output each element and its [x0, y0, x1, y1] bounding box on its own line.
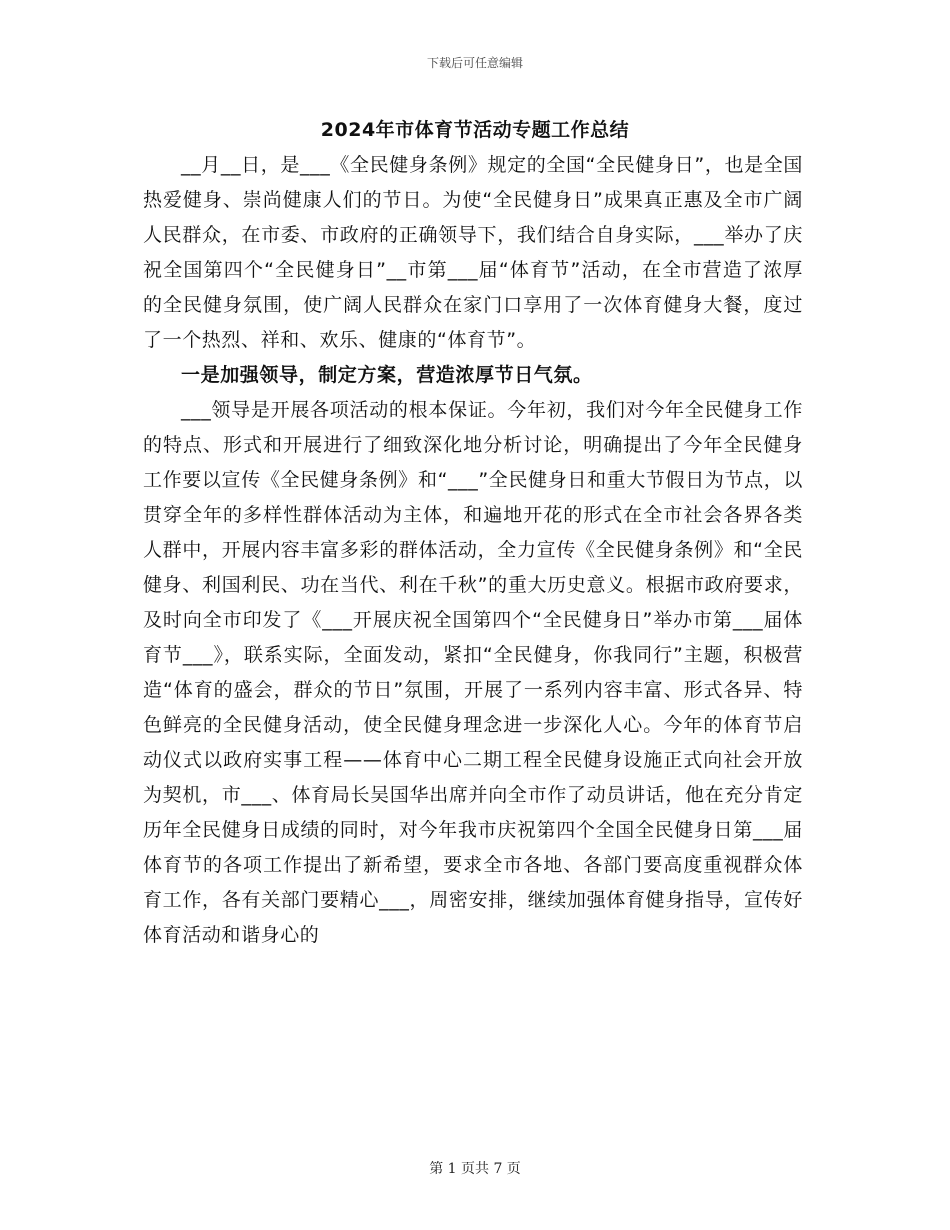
- page-header-note: 下载后可任意编辑: [426, 56, 523, 70]
- page-number: 第 1 页共 7 页: [429, 1161, 521, 1177]
- section-heading: 一是加强领导，制定方案，营造浓厚节日气氛。: [181, 364, 593, 386]
- document-title: 2024年市体育节活动专题工作总结: [320, 119, 630, 141]
- paragraph-leadership: ___领导是开展各项活动的根本保证。今年初，我们对今年全民健身工作的特点、形式和开展进行了细致深化地分析讨论，明确提出了今年全民健身工作要以宣传《全民健身条例》和“___”全民健身日和重大节假日为节点，以贯穿全年的多样性群体活动为主体，和遍地开花的形式在全市社会各界各类人群中，开展内容丰富多彩的群体活动，全力宣传《全民健身条例》和“全民健身、利国利民、功在当代、利在千秋”的重大历史意义。根据市政府要求，及时向全市印发了《___开展庆祝全国第四个“全民健身日”举办市第___届体育节___》，联系实际，全面发动，紧扣“全民健身，你我同行”主题，积极营造“体育的盛会，群众的节日”氛围，开展了一系列内容丰富、形式各异、特色鲜亮的全民健身活动，使全民健身理念进一步深化人心。今年的体育节启动仪式以政府实事工程——体育中心二期工程全民健身设施正式向社会开放为契机，市___、体育局长吴国华出席并向全市作了动员讲话，他在充分肯定历年全民健身日成绩的同时，对今年我市庆祝第四个全国全民健身日第___届体育节的各项工作提出了新希望，要求全市各地、各部门要高度重视群众体育工作，各有关部门要精心___，周密安排，继续加强体育健身指导，宣传好体育活动和谐身心的: [143, 399, 803, 946]
- paragraph-intro: __月__日，是___《全民健身条例》规定的全国“全民健身日”，也是全国热爱健身、崇尚健康人们的节日。为使“全民健身日”成果真正惠及全市广阔人民群众，在市委、市政府的正确领导下，我们结合自身实际，___举办了庆祝全国第四个“全民健身日”__市第___届“体育节”活动，在全市营造了浓厚的全民健身氛围，使广阔人民群众在家门口享用了一次体育健身大餐，度过了一个热烈、祥和、欢乐、健康的“体育节”。: [143, 154, 803, 351]
- document-body: [143, 148, 803, 953]
